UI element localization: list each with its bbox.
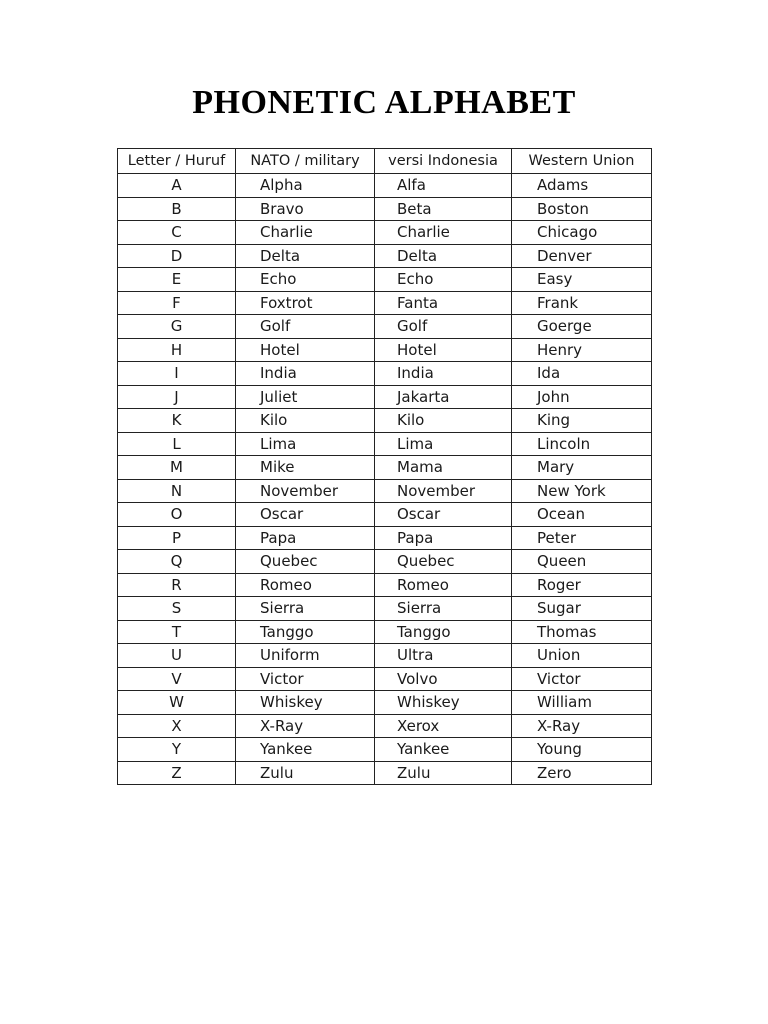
cell-nato-word: Kilo: [236, 409, 375, 433]
cell-nato-word: X-Ray: [236, 714, 375, 738]
cell-indonesia-word: Sierra: [375, 597, 512, 621]
cell-nato-word: Charlie: [236, 221, 375, 245]
cell-letter: Y: [118, 738, 236, 762]
table-row: [118, 526, 652, 550]
cell-western-union-word: Union: [512, 644, 652, 668]
cell-indonesia-word: November: [375, 479, 512, 503]
cell-western-union-word: X-Ray: [512, 714, 652, 738]
header-letter: Letter / Huruf: [118, 149, 236, 174]
cell-nato-word: Quebec: [236, 550, 375, 574]
cell-nato-word: Zulu: [236, 761, 375, 785]
cell-indonesia-word: Romeo: [375, 573, 512, 597]
cell-letter: F: [118, 291, 236, 315]
cell-letter: H: [118, 338, 236, 362]
table-row: [118, 315, 652, 339]
cell-nato-word: Lima: [236, 432, 375, 456]
cell-western-union-word: Denver: [512, 244, 652, 268]
cell-western-union-word: William: [512, 691, 652, 715]
cell-nato-word: Bravo: [236, 197, 375, 221]
cell-letter: U: [118, 644, 236, 668]
cell-letter: K: [118, 409, 236, 433]
cell-western-union-word: Peter: [512, 526, 652, 550]
cell-indonesia-word: Oscar: [375, 503, 512, 527]
cell-nato-word: India: [236, 362, 375, 386]
table-row: [118, 644, 652, 668]
table-row: [118, 738, 652, 762]
cell-nato-word: Hotel: [236, 338, 375, 362]
cell-indonesia-word: Golf: [375, 315, 512, 339]
table-row: [118, 268, 652, 292]
cell-letter: X: [118, 714, 236, 738]
cell-indonesia-word: Kilo: [375, 409, 512, 433]
cell-western-union-word: Thomas: [512, 620, 652, 644]
table-row: [118, 197, 652, 221]
table-row: [118, 714, 652, 738]
cell-letter: M: [118, 456, 236, 480]
cell-western-union-word: Mary: [512, 456, 652, 480]
cell-letter: I: [118, 362, 236, 386]
cell-indonesia-word: India: [375, 362, 512, 386]
cell-indonesia-word: Beta: [375, 197, 512, 221]
cell-western-union-word: Young: [512, 738, 652, 762]
cell-indonesia-word: Papa: [375, 526, 512, 550]
cell-indonesia-word: Ultra: [375, 644, 512, 668]
cell-letter: B: [118, 197, 236, 221]
cell-letter: S: [118, 597, 236, 621]
table-body: [118, 174, 652, 785]
header-western-union: Western Union: [512, 149, 652, 174]
table-row: [118, 667, 652, 691]
cell-nato-word: Golf: [236, 315, 375, 339]
cell-western-union-word: Lincoln: [512, 432, 652, 456]
cell-letter: L: [118, 432, 236, 456]
table-row: [118, 291, 652, 315]
cell-letter: O: [118, 503, 236, 527]
cell-indonesia-word: Whiskey: [375, 691, 512, 715]
cell-nato-word: Yankee: [236, 738, 375, 762]
cell-indonesia-word: Jakarta: [375, 385, 512, 409]
cell-indonesia-word: Fanta: [375, 291, 512, 315]
cell-letter: Z: [118, 761, 236, 785]
table-row: [118, 244, 652, 268]
cell-nato-word: Oscar: [236, 503, 375, 527]
cell-indonesia-word: Xerox: [375, 714, 512, 738]
cell-western-union-word: Victor: [512, 667, 652, 691]
table-row: [118, 761, 652, 785]
cell-nato-word: Echo: [236, 268, 375, 292]
table-row: [118, 597, 652, 621]
header-indonesia: versi Indonesia: [375, 149, 512, 174]
cell-western-union-word: King: [512, 409, 652, 433]
table-row: [118, 503, 652, 527]
cell-western-union-word: Zero: [512, 761, 652, 785]
cell-western-union-word: Boston: [512, 197, 652, 221]
cell-letter: P: [118, 526, 236, 550]
table-row: [118, 550, 652, 574]
cell-nato-word: Delta: [236, 244, 375, 268]
cell-nato-word: Romeo: [236, 573, 375, 597]
table-row: [118, 432, 652, 456]
table-row: [118, 573, 652, 597]
cell-western-union-word: Easy: [512, 268, 652, 292]
cell-indonesia-word: Hotel: [375, 338, 512, 362]
cell-western-union-word: Goerge: [512, 315, 652, 339]
cell-indonesia-word: Quebec: [375, 550, 512, 574]
cell-letter: A: [118, 174, 236, 198]
cell-nato-word: Uniform: [236, 644, 375, 668]
header-nato: NATO / military: [236, 149, 375, 174]
cell-indonesia-word: Zulu: [375, 761, 512, 785]
cell-western-union-word: Sugar: [512, 597, 652, 621]
cell-letter: T: [118, 620, 236, 644]
table-header-row: [118, 149, 652, 174]
cell-letter: R: [118, 573, 236, 597]
cell-indonesia-word: Mama: [375, 456, 512, 480]
cell-western-union-word: Ocean: [512, 503, 652, 527]
cell-nato-word: Tanggo: [236, 620, 375, 644]
table-row: [118, 620, 652, 644]
cell-letter: D: [118, 244, 236, 268]
cell-western-union-word: Roger: [512, 573, 652, 597]
cell-indonesia-word: Lima: [375, 432, 512, 456]
table-row: [118, 362, 652, 386]
cell-western-union-word: Queen: [512, 550, 652, 574]
cell-nato-word: Mike: [236, 456, 375, 480]
cell-letter: J: [118, 385, 236, 409]
cell-nato-word: Juliet: [236, 385, 375, 409]
table-row: [118, 385, 652, 409]
cell-letter: E: [118, 268, 236, 292]
table-row: [118, 479, 652, 503]
cell-nato-word: Foxtrot: [236, 291, 375, 315]
cell-letter: W: [118, 691, 236, 715]
cell-nato-word: Victor: [236, 667, 375, 691]
table-row: [118, 456, 652, 480]
cell-nato-word: Whiskey: [236, 691, 375, 715]
table-row: [118, 409, 652, 433]
cell-nato-word: Alpha: [236, 174, 375, 198]
cell-letter: C: [118, 221, 236, 245]
table-row: [118, 221, 652, 245]
table-row: [118, 338, 652, 362]
cell-indonesia-word: Echo: [375, 268, 512, 292]
cell-western-union-word: Henry: [512, 338, 652, 362]
cell-western-union-word: Adams: [512, 174, 652, 198]
cell-indonesia-word: Alfa: [375, 174, 512, 198]
cell-nato-word: November: [236, 479, 375, 503]
cell-indonesia-word: Yankee: [375, 738, 512, 762]
cell-western-union-word: Frank: [512, 291, 652, 315]
cell-letter: N: [118, 479, 236, 503]
page-title: PHONETIC ALPHABET: [192, 84, 576, 121]
cell-western-union-word: Chicago: [512, 221, 652, 245]
cell-letter: V: [118, 667, 236, 691]
table-row: [118, 691, 652, 715]
table-row: [118, 174, 652, 198]
cell-western-union-word: Ida: [512, 362, 652, 386]
cell-western-union-word: New York: [512, 479, 652, 503]
cell-western-union-word: John: [512, 385, 652, 409]
cell-indonesia-word: Charlie: [375, 221, 512, 245]
cell-nato-word: Sierra: [236, 597, 375, 621]
cell-indonesia-word: Delta: [375, 244, 512, 268]
cell-letter: G: [118, 315, 236, 339]
phonetic-alphabet-table: [117, 148, 652, 785]
cell-indonesia-word: Tanggo: [375, 620, 512, 644]
cell-letter: Q: [118, 550, 236, 574]
cell-nato-word: Papa: [236, 526, 375, 550]
cell-indonesia-word: Volvo: [375, 667, 512, 691]
